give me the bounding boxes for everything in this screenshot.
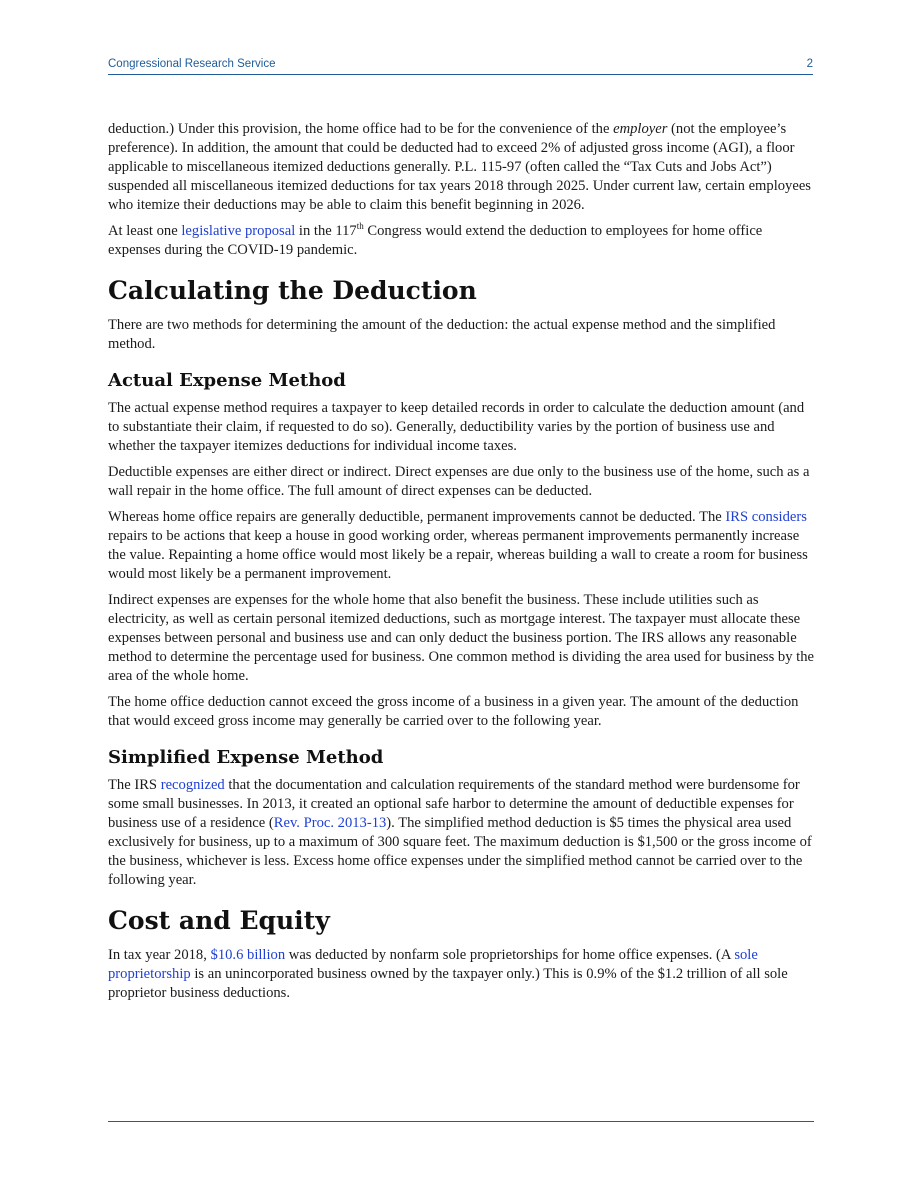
page-number: 2	[806, 58, 813, 70]
subsection-heading-actual-expense: Actual Expense Method	[108, 370, 346, 391]
ten-point-six-billion-link[interactable]: $10.6 billion	[210, 947, 286, 963]
irs-considers-link[interactable]: IRS considers	[725, 509, 807, 525]
superscript: th	[356, 221, 364, 232]
paragraph: The home office deduction cannot exceed the gross income of a business in a given year. The amount of the deduction that would exceed gross income may generally be carried over to the following year.	[108, 694, 799, 729]
paragraph: The IRS recognized that the documentation and calculation requirements of the standard method were burdensome for some small businesses. In 2013, it created an optional safe harbor to determine the amount of deductible expenses for business use of a residence (Rev. Proc. 2013-13). The simplified method deduction is $5 times the physical area used exclusively for business, up to a maximum of 300 square feet. The maximum deduction is $1,500 or the gross income of the business, whichever is less. Excess home office expenses under the simplified method cannot be carried over to the following year.	[108, 777, 812, 888]
emphasis: employer	[613, 121, 668, 137]
paragraph: In tax year 2018, $10.6 billion was deducted by nonfarm sole proprietorships for home office expenses. (A sole proprietorship is an unincorporated business owned by the taxpayer only.) This is 0.9% of the $1.2 trillion of all sole proprietor business deductions.	[108, 947, 788, 1001]
sole-proprietorship-link[interactable]: sole proprietorship	[108, 947, 758, 982]
page-header	[108, 56, 813, 75]
rev-proc-link[interactable]: Rev. Proc. 2013-13	[273, 815, 387, 831]
page-body	[108, 120, 814, 1010]
paragraph: Whereas home office repairs are generally deductible, permanent improvements cannot be deducted. The IRS considers repairs to be actions that keep a house in good working order, whereas permanent improvements permanently increase the value. Repainting a home office would most likely be a repair, whereas building a wall to create a room for business would most likely be a permanent improvement.	[108, 509, 808, 582]
paragraph: Deductible expenses are either direct or indirect. Direct expenses are due only to the business use of the home, such as a wall repair in the home office. The full amount of direct expenses can be deducted.	[108, 464, 810, 499]
header-source: Congressional Research Service	[108, 58, 276, 70]
legislative-proposal-link[interactable]: legislative proposal	[181, 223, 296, 239]
section-heading-calculating: Calculating the Deduction	[108, 276, 477, 305]
paragraph: deduction.) Under this provision, the home office had to be for the convenience of the employer (not the employee’s preference). In addition, the amount that could be deducted had to exceed 2% of adjusted gross income (AGI), a floor applicable to miscellaneous itemized deductions generally. P.L. 115-97 (often called the “Tax Cuts and Jobs Act”) suspended all miscellaneous itemized deductions for tax years 2018 through 2025. Under current law, certain employees who itemize their deductions may be able to claim this benefit beginning in 2026.	[108, 121, 811, 213]
footer-rule	[108, 1121, 814, 1122]
paragraph: The actual expense method requires a taxpayer to keep detailed records in order to calculate the deduction amount (and to substantiate their claim, if requested to do so). Generally, deductibility varies by the portion of business use and whether the taxpayer itemizes deductions for individual income taxes.	[108, 400, 805, 454]
paragraph: At least one legislative proposal in the 117th Congress would extend the deduction to employees for home office expenses during the COVID-19 pandemic.	[108, 221, 763, 258]
subsection-heading-simplified-expense: Simplified Expense Method	[108, 747, 384, 768]
recognized-link[interactable]: recognized	[160, 777, 225, 793]
paragraph: Indirect expenses are expenses for the whole home that also benefit the business. These include utilities such as electricity, as well as certain personal itemized deductions, such as mortgage interest. The taxpayer must allocate these expenses between personal and business use and can only deduct the business portion. The IRS allows any reasonable method to determine the percentage used for business. One common method is dividing the area used for business by the area of the whole home.	[108, 592, 815, 684]
section-heading-cost-equity: Cost and Equity	[108, 906, 330, 935]
paragraph: There are two methods for determining the amount of the deduction: the actual expense method and the simplified method.	[108, 317, 776, 352]
